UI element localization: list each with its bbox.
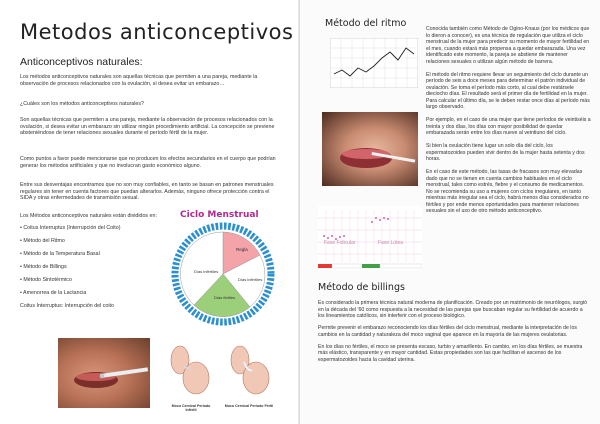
list-item: • Método de Billings bbox=[20, 263, 67, 270]
definition-paragraph: Son aquellas técnicas que permiten a una pareja, mediante la observación de procesos relacionados con la ovulación, si desea evitar un embarazo sin utilizar ningún procedimiento artificial. La concepción se previene absteniéndose de tener relaciones sexuales durante el período fértil de la mujer. bbox=[20, 117, 275, 137]
question-paragraph: ¿Cuáles son los métodos anticonceptivos naturales? bbox=[20, 101, 144, 107]
ritmo-paragraph-3: Por ejemplo, en el caso de una mujer que tiene períodos de veintiséis a treinta y dos días, los días con mayor posibilidad de quedar embarazada serán entre los días nueve al veintiuno del ciclo. bbox=[426, 117, 591, 136]
methods-outro: Coitus Interruptus: Interrupción del coito bbox=[20, 303, 114, 310]
cycle-title: Ciclo Menstrual bbox=[180, 210, 259, 220]
fertile-mucus-caption: Moco Cervical Período Fértil bbox=[224, 404, 274, 408]
follicular-phase-label: Fase Folicular bbox=[324, 240, 356, 246]
ritmo-paragraph-4: Si bien la ovulación tiene lugar un solo día del ciclo, los espermatozoides pueden vivir dentro de la mujer hasta setenta y dos horas. bbox=[426, 143, 585, 162]
ritmo-title: Método del ritmo bbox=[325, 18, 407, 29]
disadvantages-paragraph: Entre sus desventajas encontramos que no son muy confiables, en tanto se basan en patrones menstruales regulares sin tener en cuenta factores que puedan alterarlos. Además, ninguno ofrece protección contra el SIDA y otras enfermedades de transmisión sexual. bbox=[20, 182, 274, 202]
billings-paragraph-2: Permite prevenir el embarazo reconociendo los días fértiles del ciclo menstrual, mediante la interpretación de los cambios en la cantidad y naturaleza del moco vaginal que aparece en la mayoría de las mujeres ovulatorias. bbox=[318, 325, 577, 338]
mouth-thermometer-photo bbox=[322, 112, 418, 186]
ritmo-paragraph-2: El método del ritmo requiere llevar un seguimiento del ciclo durante un período de seis a doce meses para determinar el patrón individual de ovulación. Se toma el período más corto, al cual debe restársele dieciocho días. El resultado será el primer día de fertilidad en la mujer. Para calcular el último día, se le deben restar once días al período más largo observado. bbox=[426, 71, 590, 110]
page-title: Metodos anticonceptivos bbox=[20, 20, 294, 44]
period-label: Regla bbox=[236, 247, 248, 252]
ritmo-text-column bbox=[426, 26, 592, 221]
billings-paragraph-3: En los días no fértiles, el moco se presenta escaso, turbio y amarillento. En cambio, en los días fértiles, se muestra más elástico, transparente y en mayor cantidad. Estas propiedades son las que facilitan el ascenso de los espermatozoides hacia la cavidad uterina. bbox=[318, 343, 583, 363]
advantages-paragraph: Como puntos a favor puede mencionarse que no producen los efectos secundarios en el cuerpo que podrían generar los métodos artificiales y que no involucran gasto económico alguno. bbox=[20, 156, 276, 169]
basal-temperature-chart bbox=[318, 206, 422, 270]
rhythm-chart-image bbox=[330, 38, 418, 88]
ritmo-paragraph-1: Conocida también como Método de Ogino-Knaus (por los médicos que lo dieron a conocer), es una técnica de regulación que utiliza el ciclo menstrual de la mujer para predecir su momento de mayor fertilidad en el mes, cuando estará más propensa a quedar embarazada. Una vez identificado este momento, la pareja se abstiene de mantener relaciones sexuales o utilizan algún método de barrera. bbox=[426, 26, 590, 65]
billings-text bbox=[318, 300, 590, 369]
list-item: • Coitus Interruptus (Interrupción del Coito) bbox=[20, 224, 121, 231]
cycle-wheel bbox=[168, 221, 278, 329]
list-item: • Método del Ritmo bbox=[20, 237, 65, 244]
hands-illustration bbox=[160, 338, 278, 404]
intro-paragraph: Los métodos anticonceptivos naturales son aquellas técnicas que permiten a una pareja, mediante la observación de procesos relacionados con la ovulación, si desea evitar un embarazo… bbox=[20, 74, 258, 87]
mouth-illustration bbox=[322, 112, 418, 186]
thermometer-illustration bbox=[58, 338, 150, 408]
billings-paragraph-1: Es considerado la primera técnica natural moderna de planificación. Creado por un matrimonio de neurólogos, surgió en la década del '60 como respuesta a la necesidad de las parejas que buscaban regular su fertilidad de acuerdo a los lineamientos católicos, sin interferir con el proceso biológico. bbox=[318, 300, 588, 319]
methods-list bbox=[20, 213, 160, 316]
menstrual-cycle-diagram bbox=[168, 210, 278, 328]
section-subtitle: Anticonceptivos naturales: bbox=[20, 56, 143, 68]
fertile-label: Días fértiles bbox=[214, 295, 236, 300]
ritmo-paragraph-5: En el caso de este método, las tasas de fracasos son muy elevadas dado que no se tienen en cuenta cambios habituales en el ciclo menstrual, tales como estrés, fiebre y el consumo de medicamentos. No se recomienda su uso a mujeres con ciclos irregulares, en tanto mientras más irregular sea el ciclo, habrá menos días considerados no fértiles y por ende menos oportunidades para mantener relaciones sexuales sin el uso de otro método anticonceptivo. bbox=[426, 169, 589, 214]
list-item: • Método Sintotérmico bbox=[20, 276, 72, 283]
billings-title: Método de billings bbox=[318, 282, 405, 293]
methods-intro: Los Métodos anticonceptivos naturales están divididos en: bbox=[20, 213, 157, 219]
list-item: • Amenorrea de la Lactancia bbox=[20, 290, 87, 297]
infertile-label-left: Días infértiles bbox=[194, 269, 219, 274]
luteal-phase-label: Fase Lútea bbox=[378, 240, 404, 246]
infertile-mucus-caption: Moco Cervical Período Infértil bbox=[171, 404, 211, 413]
cervical-mucus-illustration bbox=[160, 338, 278, 420]
infertile-label-right: Días infértiles bbox=[238, 277, 263, 282]
list-item: • Método de la Temperatura Basal bbox=[20, 250, 100, 257]
thermometer-mouth-photo bbox=[58, 338, 150, 408]
